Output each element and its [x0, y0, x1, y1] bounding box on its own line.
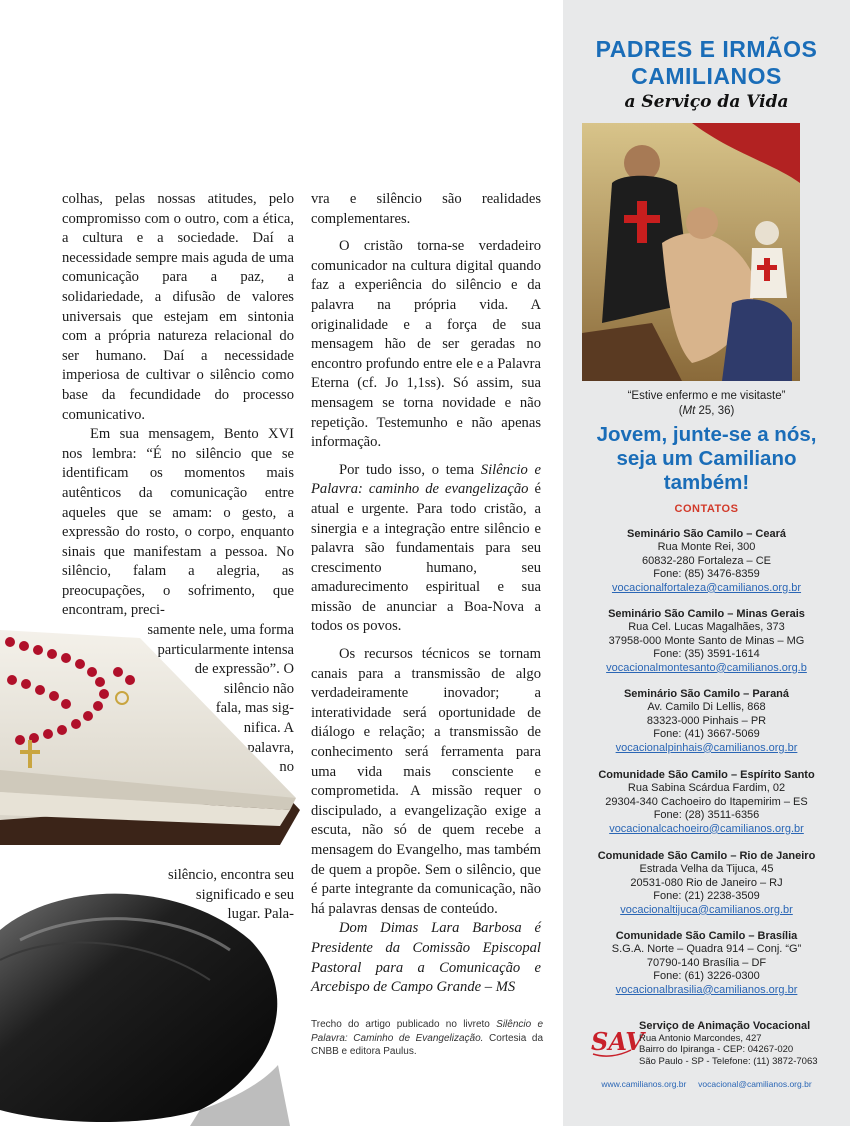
- wrapped-text-tail: [130, 866, 294, 925]
- contact-line: Fone: (21) 2238-3509: [653, 890, 760, 903]
- contact-line: Fone: (28) 3511-6356: [653, 809, 760, 822]
- wrapped-line: fala, mas sig-: [215, 700, 294, 717]
- wrapped-line: no: [279, 759, 294, 776]
- contact-name: Seminário São Camilo – Minas Gerais: [608, 608, 805, 620]
- text-span: Cortesia da CNBB e editora Paulus.: [311, 1032, 544, 1057]
- wrapped-line: lugar. Pala-: [227, 906, 294, 923]
- article-paragraph: O cristão torna-se verdadeiro comunicador na cultura digital quando faz a experiência do silêncio e da palavra na própria vida. A originalidade e a força de sua mensagem hão de ser geradas no encontro profundo entre ele e a Palavra Eterna (cf. Jo 1,1ss). Só assim, sua mensagem se torna novidade e não repetição. Testemunho e não apenas informação.: [311, 238, 541, 451]
- contact-email-link[interactable]: vocacionalbrasilia@camilianos.org.br: [615, 983, 798, 996]
- cta-line-3: também!: [663, 471, 750, 494]
- contact-block-minas: [563, 608, 850, 675]
- ad-title-line-1: PADRES E IRMÃOS: [595, 36, 818, 62]
- ad-subtitle: a Serviço da Vida: [624, 92, 789, 112]
- author-note: Dom Dimas Lara Barbosa é Presidente da Comissão Episcopal Pastoral para a Comunicação e Arcebispo de Campo Grande – MS: [311, 920, 541, 996]
- wrapped-line: de expressão”. O: [194, 661, 294, 678]
- wrapped-line: nifica. A: [243, 720, 294, 737]
- wrapped-line: silêncio, encontra seu: [167, 867, 294, 883]
- article-credit: [311, 1018, 543, 1059]
- contact-block-brasilia: [563, 930, 850, 997]
- bible-quote: “Estive enfermo e me visitaste”: [627, 390, 786, 402]
- contact-line: Fone: (85) 3476-8359: [653, 568, 760, 581]
- website-links[interactable]: www.camilianos.org.br vocacional@camilianos.org.br: [601, 1079, 812, 1089]
- contact-line: 83323-000 Pinhais – PR: [646, 714, 767, 727]
- contact-block-ceara: [563, 528, 850, 595]
- theme-title: Silêncio e Palavra: caminho de evangelização: [311, 461, 541, 498]
- contact-name: Comunidade São Camilo – Rio de Janeiro: [597, 850, 816, 862]
- contact-name: Comunidade São Camilo – Espírito Santo: [598, 769, 815, 781]
- wrapped-line: palavra,: [247, 739, 294, 756]
- article-paragraph: Em sua mensagem, Bento XVI nos lembra: “É no silêncio que se identificam os momentos mais autênticos da comunicação entre aqueles que se amam: o gesto, a expressão do rosto, o corpo, enquanto sinais que manifestam a pessoa. No silêncio, falam a alegria, as preocupações, o sofrimento, que encontram, preci-: [62, 426, 294, 619]
- contact-line: 20531-080 Rio de Janeiro – RJ: [630, 876, 783, 889]
- bible-reference: [563, 405, 850, 417]
- contact-line: Fone: (41) 3667-5069: [653, 728, 760, 741]
- contact-line: Av. Camilo Di Lellis, 868: [647, 701, 766, 714]
- cta-line-1: Jovem, junte-se a nós,: [596, 423, 817, 446]
- bible-rosary-photo: [0, 620, 300, 845]
- cta-line-2: seja um Camiliano: [616, 447, 797, 470]
- ad-title-line-2: CAMILIANOS: [631, 63, 782, 89]
- contact-line: 60832-280 Fortaleza – CE: [641, 554, 772, 567]
- contact-email-link[interactable]: vocacionalpinhais@camilianos.org.br: [615, 741, 798, 754]
- contact-email-link[interactable]: vocacionaltijuca@camilianos.org.br: [620, 903, 793, 916]
- contact-name: Seminário São Camilo – Paraná: [623, 688, 790, 700]
- article-paragraph: colhas, pelas nossas atitudes, pelo compromisso com o outro, com a ética, a cultura e a sociedade. Daí a necessidade sempre mais aguda de uma comunicação para a paz, a solidariedade, a difusão de valores universais que estejam em sintonia com a própria natureza relacional do ser humano. Daí a necessidade imperiosa de cultivar o silêncio como base da fecundidade do processo comunicativo.: [62, 191, 294, 423]
- contact-line: Rua Cel. Lucas Magalhães, 373: [628, 621, 785, 634]
- contact-line: Rua Sabina Scárdua Fardim, 02: [627, 782, 786, 795]
- wrapped-line: significado e seu: [195, 886, 294, 903]
- contact-line: Rua Monte Rei, 300: [657, 541, 756, 554]
- sav-info: [639, 1021, 844, 1067]
- contact-email-link[interactable]: vocacionalmontesanto@camilianos.org.b: [606, 661, 807, 674]
- contact-email-link[interactable]: vocacionalcachoeiro@camilianos.org.br: [609, 822, 804, 835]
- wrapped-line: silêncio não: [223, 680, 294, 697]
- text-span: Trecho do artigo publicado no livreto: [311, 1019, 497, 1030]
- contact-line: S.G.A. Norte – Quadra 914 – Conj. “G”: [611, 943, 802, 956]
- wrapped-line: particularmente intensa: [157, 641, 294, 658]
- contact-line: Fone: (61) 3226-0300: [653, 970, 760, 983]
- contact-line: 70790-140 Brasília – DF: [646, 956, 767, 969]
- contact-line: 29304-340 Cachoeiro do Itapemirim – ES: [605, 795, 808, 808]
- saint-camillus-painting: [582, 123, 800, 381]
- text-span: 25, 36): [695, 405, 735, 417]
- booklet-title: Silêncio e Palavra: Caminho de Evangelização.: [311, 1019, 544, 1044]
- article-paragraph: Os recursos técnicos se tornam canais para a transmissão de algo verdadeiramente inovador; a interatividade será oportunidade de diálogo e relação; a transmissão de conhecimento será ferramenta para uma vida mais consciente e comprometida. A missão requer o discipulado, a evangelização exige a escuta, não só de quem recebe a mensagem do Evangelho, mas também de quem a propõe. Sem o silêncio, que é parte integrante da comunicação, não há palavras densas de conteúdo.: [311, 646, 541, 917]
- sav-title: Serviço de Animação Vocacional: [639, 1020, 811, 1032]
- article-paragraph: vra e silêncio são realidades complementares.: [311, 191, 541, 227]
- reference-book: Mt: [682, 405, 696, 417]
- text-span: Por tudo isso, o tema: [339, 461, 481, 478]
- contact-block-rio: [563, 850, 850, 917]
- contact-block-espirito-santo: [563, 769, 850, 836]
- sav-line: São Paulo - SP - Telefone: (11) 3872-7063: [639, 1055, 818, 1067]
- contact-line: 37958-000 Monte Santo de Minas – MG: [608, 634, 805, 647]
- wrapped-line: samente nele, uma forma: [147, 622, 294, 639]
- contact-line: Fone: (35) 3591-1614: [653, 648, 760, 661]
- article-paragraph: [311, 461, 541, 637]
- contact-block-parana: [563, 688, 850, 755]
- sav-line: Bairro do Ipiranga - CEP: 04267-020: [639, 1044, 794, 1056]
- text-span: é atual e urgente. Para todo cristão, a sinergia e a integração entre silêncio e palavra são fundamentais para seu crescimento humano, seu amadurecimento espiritual e sua missão de anunciar a Boa-Nova a todos os povos.: [311, 481, 541, 635]
- contacts-heading: CONTATOS: [674, 503, 739, 515]
- sav-logo-text: SAV: [591, 1027, 644, 1056]
- contact-name: Comunidade São Camilo – Brasília: [615, 930, 798, 942]
- contact-email-link[interactable]: vocacionalfortaleza@camilianos.org.br: [611, 581, 802, 594]
- sav-line: Rua Antonio Marcondes, 427: [639, 1032, 762, 1044]
- contact-name: Seminário São Camilo – Ceará: [627, 528, 786, 540]
- contact-line: Estrada Velha da Tijuca, 45: [639, 863, 774, 876]
- article-column-2: [311, 190, 541, 998]
- text-span: (: [678, 405, 683, 417]
- camilianos-sidebar-ad: [563, 0, 850, 1126]
- sav-logo: [589, 1020, 644, 1060]
